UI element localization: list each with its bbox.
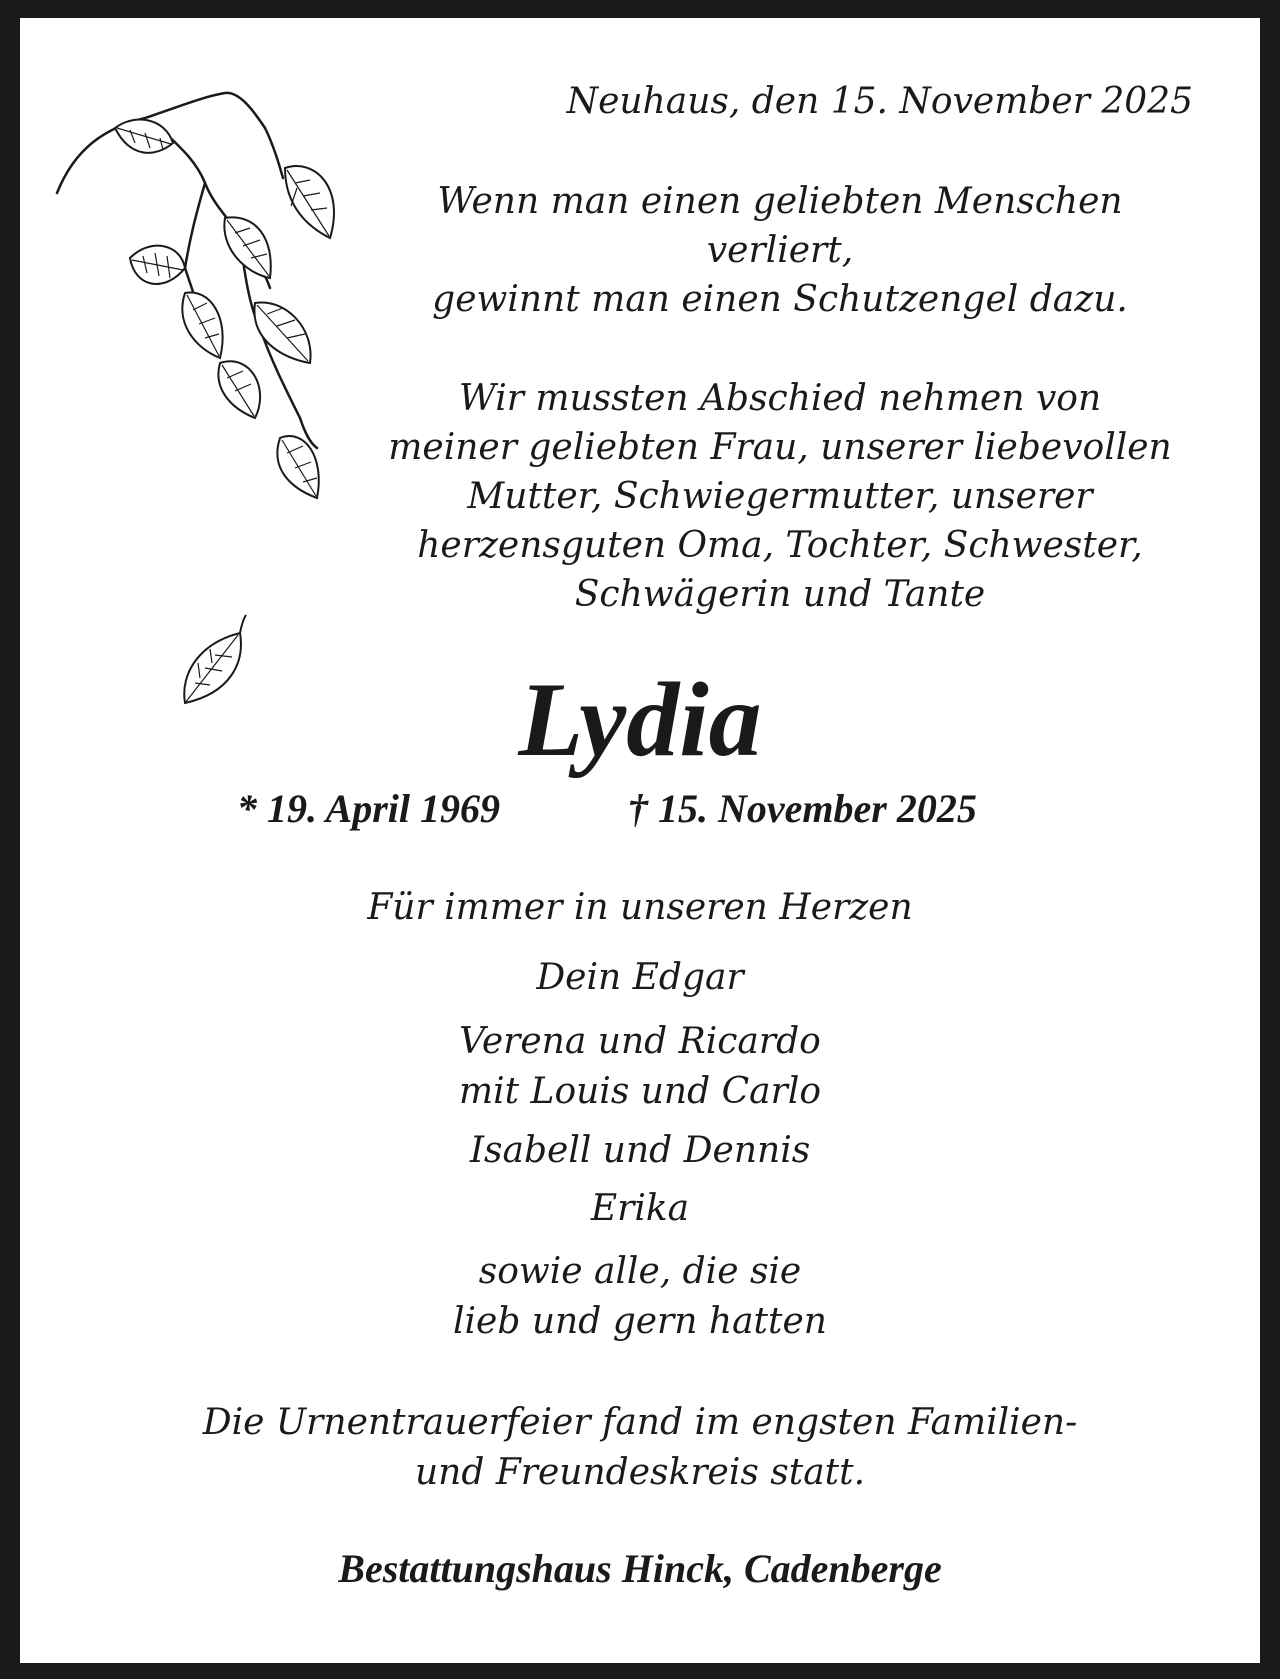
- birth-date: * 19. April 1969: [237, 786, 500, 831]
- quote-line: gewinnt man einen Schutzengel dazu.: [432, 279, 1128, 320]
- farewell-intro: [360, 374, 1200, 619]
- mourner-family: Isabell und Dennis: [469, 1130, 811, 1171]
- mourner-spouse: Dein Edgar: [536, 957, 744, 998]
- intro-line: Mutter, Schwiegermutter, unserer: [467, 476, 1093, 517]
- deceased-name: Lydia: [518, 661, 762, 778]
- memorial-quote: [360, 177, 1200, 324]
- birch-branch-icon: [55, 88, 345, 728]
- mourner-line: Verena und Ricardo: [459, 1021, 821, 1062]
- mourner-others: [240, 1247, 1040, 1347]
- death-date: † 15. November 2025: [628, 786, 977, 831]
- intro-line: meiner geliebten Frau, unserer liebevollen: [388, 427, 1172, 468]
- undertaker-name: Bestattungshaus Hinck, Cadenberge: [338, 1546, 942, 1591]
- quote-line: verliert,: [706, 230, 854, 271]
- intro-line: Wir mussten Abschied nehmen von: [458, 378, 1102, 419]
- ceremony-notice: [110, 1398, 1170, 1498]
- mourner-line: sowie alle, die sie: [478, 1251, 802, 1292]
- mourner-line: mit Louis und Carlo: [458, 1071, 822, 1112]
- mourner-line: lieb und gern hatten: [453, 1301, 827, 1342]
- quote-line: Wenn man einen geliebten Menschen: [437, 181, 1123, 222]
- mourner-family: Erika: [590, 1188, 690, 1229]
- ceremony-line: Die Urnentrauerfeier fand im engsten Familien-: [202, 1402, 1078, 1443]
- intro-line: Schwägerin und Tante: [574, 574, 986, 615]
- mourner-family: [240, 1017, 1040, 1117]
- place-and-date: Neuhaus, den 15. November 2025: [566, 81, 1193, 122]
- forever-line: Für immer in unseren Herzen: [367, 887, 913, 928]
- intro-line: herzensguten Oma, Tochter, Schwester,: [417, 525, 1143, 566]
- ceremony-line: und Freundeskreis statt.: [414, 1452, 866, 1493]
